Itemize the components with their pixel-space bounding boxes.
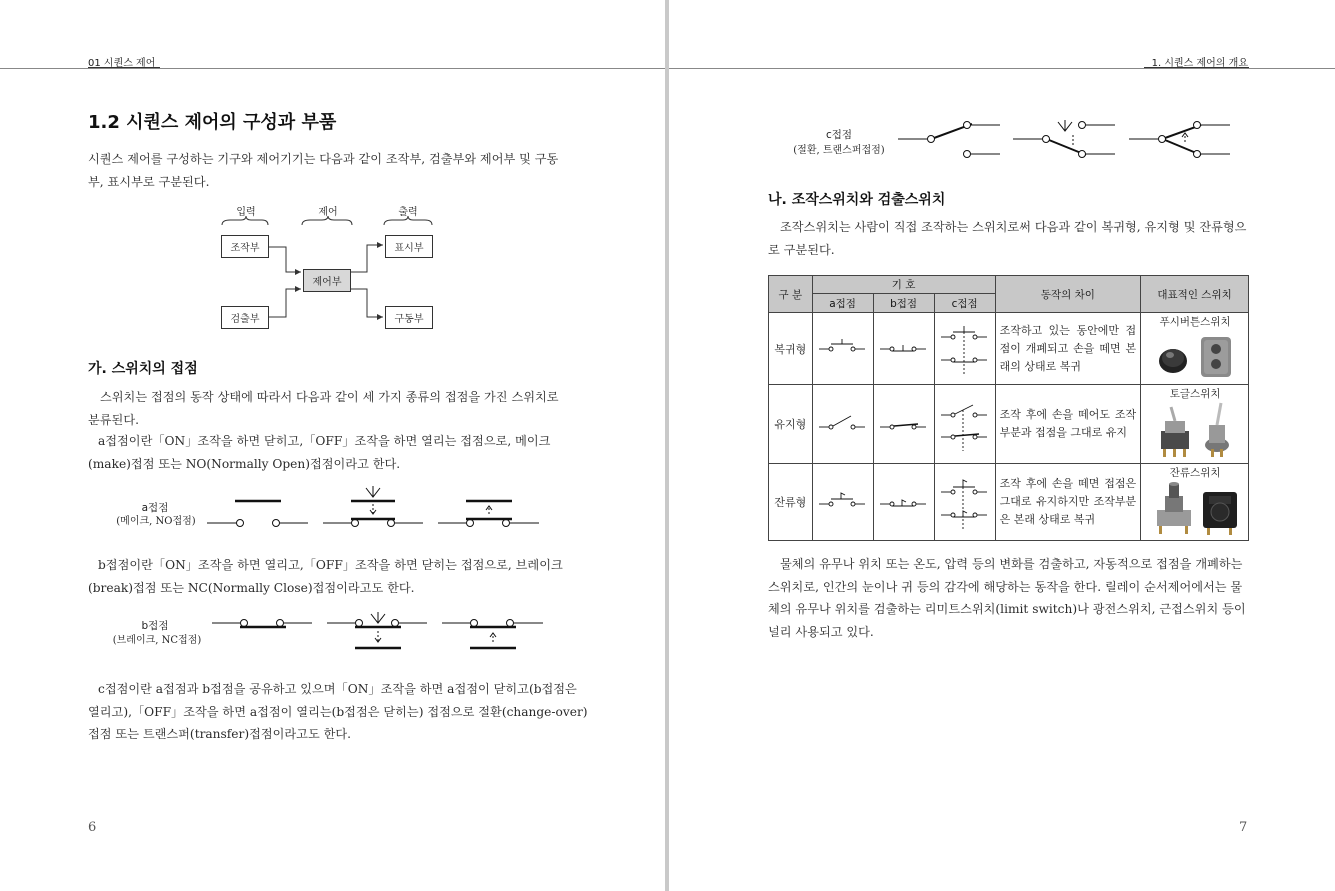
detection-line: 스위치로, 인간의 눈이나 귀 등의 감각에 해당하는 동작을 한다. 릴레이 순서제어에서는 물 [768, 579, 1243, 594]
subsection-title-switches: 나. 조작스위치와 검출스위치 [768, 192, 946, 208]
block-operation: 조작부 [221, 235, 269, 258]
header-output: 출력 [398, 207, 418, 218]
th-symbol: 기 호 [812, 276, 995, 294]
th-representative: 대표적인 스위치 [1141, 276, 1249, 313]
page-number-right: 7 [1239, 820, 1248, 835]
section-title: 1.2 시퀀스 제어의 구성과 부품 [88, 112, 337, 133]
a-contact-sub: (메이크, NO접점) [116, 516, 196, 527]
representative-label: 잔류스위치 [1169, 467, 1221, 479]
detection-line: 물체의 유무나 위치 또는 온도, 압력 등의 변화를 검출하고, 자동적으로 접점을 개폐하는 [780, 557, 1243, 571]
c-contact-line: 열리고),「OFF」조작을 하면 a접점이 열리는(b접점은 닫히는) 접점으로 절환(change-over) [88, 704, 588, 719]
c-contact-paragraph [88, 678, 588, 746]
row-difference: 조작 후에 손을 떼어도 조작부분과 접점을 그대로 유지 [995, 385, 1141, 464]
symbol-a-toggle [812, 385, 873, 464]
representative-label: 푸시버튼스위치 [1159, 316, 1231, 328]
row-representative-cell [1141, 464, 1249, 541]
a-contact-label: a접점 [141, 502, 169, 514]
b-contact-label: b접점 [141, 620, 169, 632]
table-row [769, 385, 1249, 464]
symbol-b-toggle [873, 385, 934, 464]
table-row [769, 464, 1249, 541]
table-row [769, 313, 1249, 385]
block-detection: 검출부 [221, 306, 269, 329]
row-category: 복귀형 [769, 313, 813, 385]
symbol-b-residual [873, 464, 934, 541]
header-control: 제어 [318, 207, 338, 218]
operation-switch-paragraph [768, 216, 1248, 261]
row-difference: 조작하고 있는 동안에만 접점이 개폐되고 손을 떼면 본래의 상태로 복귀 [995, 313, 1141, 385]
header-input: 입력 [236, 207, 256, 218]
a-contact-line: (make)접점 또는 NO(Normally Open)접점이라고 한다. [88, 456, 401, 471]
th-category: 구 분 [769, 276, 813, 313]
running-header-left: 01 시퀀스 제어 [88, 58, 156, 69]
c-contact-sub: (절환, 트랜스퍼접점) [793, 145, 885, 156]
residual-switch-image [1141, 464, 1249, 537]
block-display: 표시부 [385, 235, 433, 258]
toggle-switch-image [1141, 385, 1249, 460]
symbol-c-pushbutton [934, 313, 995, 385]
detection-line: 체의 유무나 위치를 검출하는 리미트스위치(limit switch)나 광전스위치, 근접스위치 등이 [768, 602, 1246, 616]
b-contact-line: b접점이란「ON」조작을 하면 열리고,「OFF」조작을 하면 닫히는 접점으로, 브레이크 [98, 558, 563, 572]
b-contact-line: (break)접점 또는 NC(Normally Close)접점이라고도 한다. [88, 580, 415, 595]
c-contact-label: c접점 [825, 129, 853, 141]
intro-line: 부, 표시부로 구분된다. [88, 174, 210, 189]
page-number-left: 6 [88, 820, 97, 835]
right-page [669, 0, 1335, 891]
row-category: 유지형 [769, 385, 813, 464]
running-header-right: 1. 시퀀스 제어의 개요 [1151, 58, 1248, 69]
detection-switch-paragraph [768, 553, 1249, 643]
left-page [0, 0, 665, 891]
c-contact-line: c접점이란 a접점과 b접점을 공유하고 있으며「ON」조작을 하면 a접점이 닫히고(b접점은 [98, 682, 577, 696]
operation-switch-line: 조작스위치는 사람이 직접 조작하는 스위치로써 다음과 같이 복귀형, 유지형 및 잔류형으 [780, 220, 1247, 234]
symbol-c-toggle [934, 385, 995, 464]
row-difference: 조작 후에 손을 떼면 접점은 그대로 유지하지만 조작부분은 본래 상태로 복귀 [995, 464, 1141, 541]
switch-intro-line: 분류된다. [88, 412, 139, 427]
row-representative-cell [1141, 385, 1249, 464]
th-a-contact: a접점 [812, 294, 873, 313]
th-difference: 동작의 차이 [995, 276, 1141, 313]
th-c-contact: c접점 [934, 294, 995, 313]
operation-switch-line: 로 구분된다. [768, 242, 835, 257]
intro-line: 시퀀스 제어를 구성하는 기구와 제어기기는 다음과 같이 조작부, 검출부와 제어부 및 구동 [88, 152, 559, 166]
pushbutton-image [1141, 313, 1249, 381]
block-controller: 제어부 [303, 269, 351, 292]
b-contact-sub: (브레이크, NC접점) [112, 635, 202, 646]
symbol-a-residual [812, 464, 873, 541]
representative-label: 토글스위치 [1169, 388, 1221, 400]
switch-table [768, 275, 1249, 541]
b-contact-figure [0, 0, 665, 891]
block-drive: 구동부 [385, 306, 433, 329]
switch-intro-line: 스위치는 접점의 동작 상태에 따라서 다음과 같이 세 가지 종류의 접점을 가진 스위치로 [100, 390, 559, 404]
symbol-c-residual [934, 464, 995, 541]
th-b-contact: b접점 [873, 294, 934, 313]
a-contact-line: a접점이란「ON」조작을 하면 닫히고,「OFF」조작을 하면 열리는 접점으로, 메이크 [98, 434, 551, 448]
row-representative-cell [1141, 313, 1249, 385]
subsection-title-contacts: 가. 스위치의 접점 [88, 361, 198, 377]
symbol-b-pushbutton [873, 313, 934, 385]
symbol-a-pushbutton [812, 313, 873, 385]
row-category: 잔류형 [769, 464, 813, 541]
detection-line: 널리 사용되고 있다. [768, 624, 874, 639]
c-contact-line: 접점 또는 트랜스퍼(transfer)접점이라고도 한다. [88, 727, 352, 741]
